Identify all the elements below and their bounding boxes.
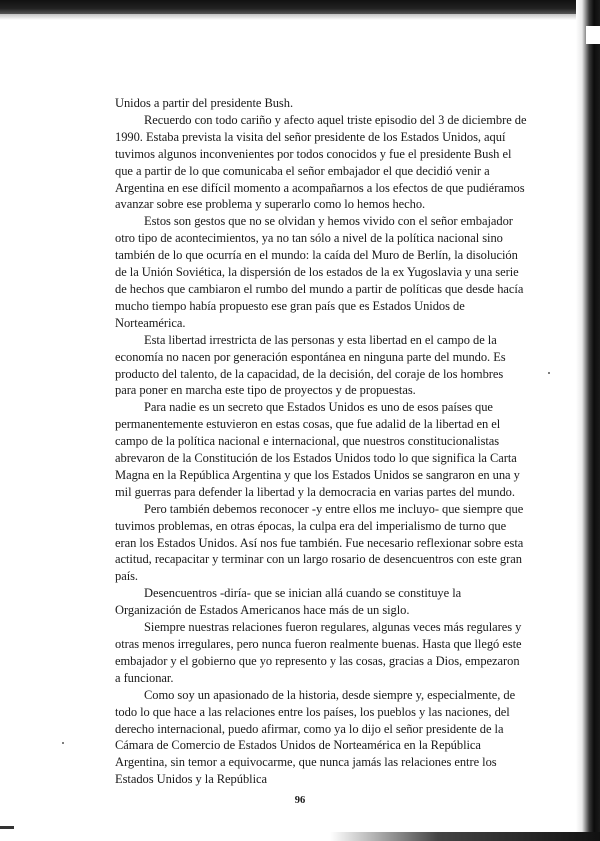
paragraph: Desencuentros -diría- que se inician allá cuando se constituye la Organización de Estados Americanos hace más de un siglo. [115, 586, 462, 618]
scan-bottom-edge [330, 832, 600, 841]
scan-top-edge [0, 0, 600, 14]
paragraph: Unidos a partir del presidente Bush. [115, 96, 294, 110]
scan-speck [548, 372, 550, 374]
page-body [115, 95, 527, 788]
paragraph: Esta libertad irrestricta de las personas y esta libertad en el campo de la economía no nacen por generación espontánea en ninguna parte del mundo. Es producto del talento, de la capacidad, de la decisión, del coraje de los hombres para poner en marcha este tipo de proyectos y de propuestas. [115, 332, 506, 398]
paragraph: Como soy un apasionado de la historia, desde siempre y, especialmente, de todo lo que hace a las relaciones entre los países, los pueblos y las naciones, del derecho internacional, puedo afirmar, como ya lo dijo el señor presidente de la Cámara de Comercio de Estados Unidos de Norteamérica en la República Argentina, sin temor a equivocarme, que nunca jamás las relaciones entre los Estados Unidos y la República [115, 687, 516, 787]
paragraph: Recuerdo con todo cariño y afecto aquel triste episodio del 3 de diciembre de 1990. Estaba prevista la visita del señor presidente de los Estados Unidos, aquí tuvimos algunos inconvenientes por todos conocidos y fue el presidente Bush el que a partir de lo que comunicaba el señor embajador el que decidió venir a Argentina en ese difícil momento a acompañarnos a los efectos de que pudiéramos avanzar sobre ese problema y superarlo como lo hemos hecho. [115, 112, 527, 212]
scan-left-mark [0, 826, 14, 829]
paragraph: Siempre nuestras relaciones fueron regulares, algunas veces más regulares y otras menos irregulares, pero nunca fueron realmente buenas. Hasta que llegó este embajador y el gobierno que yo represento y las cosas, gracias a Dios, empezaron a funcionar. [115, 620, 522, 685]
paragraph: Estos son gestos que no se olvidan y hemos vivido con el señor embajador otro tipo de acontecimientos, ya no tan sólo a nivel de la política nacional sino también de lo que ocurría en el mundo: la caída del Muro de Berlín, la disolución de la Unión Soviética, la dispersión de los estados de la ex Yugoslavia y una serie de hechos que cambiaron el rumbo del mundo a partir de políticas que desde hacía mucho tiempo había propuesto ese gran país que es Estados Unidos de Norteamérica. [115, 214, 524, 330]
scan-right-edge [576, 0, 600, 841]
scan-speck [62, 742, 64, 744]
scan-right-notch [586, 26, 600, 44]
scan-top-shadow [0, 14, 600, 20]
paragraph: Pero también debemos reconocer -y entre ellos me incluyo- que siempre que tuvimos problemas, en otras épocas, la culpa era del imperialismo de turno que eran los Estados Unidos. Así nos fue también. Fue necesario reflexionar sobre esta actitud, recapacitar y terminar con un largo rosario de desencuentros con este gran país. [115, 501, 524, 584]
paragraph: Para nadie es un secreto que Estados Unidos es uno de esos países que permanentemente estuvieron en estas cosas, que fue adalid de la libertad en el campo de la política nacional e internacional, que nuestros constitucionalistas abrevaron de la Constitución de los Estados Unidos todo lo que significa la Carta Magna en la República Argentina y que los Estados Unidos se sangraron en una y mil guerras para defender la libertad y la democracia en varias partes del mundo. [115, 400, 520, 499]
page-number: 96 [294, 795, 306, 806]
